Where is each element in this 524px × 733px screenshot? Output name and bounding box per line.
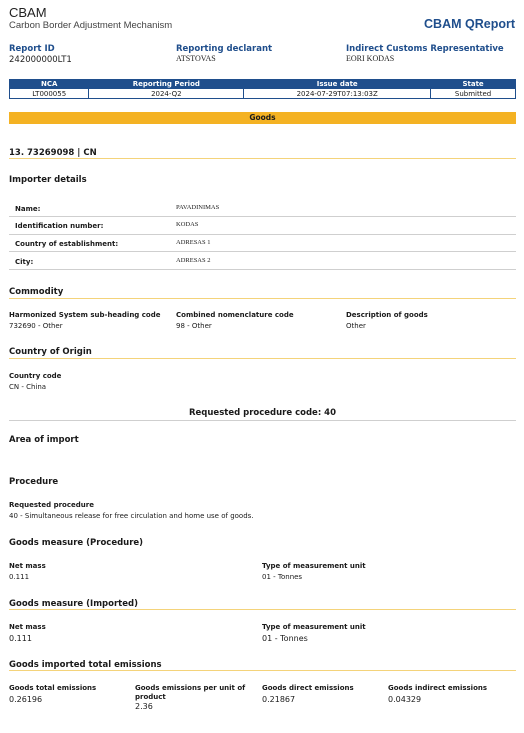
description-label: Description of goods [346,311,428,319]
representative-value: EORI KODAS [346,54,395,63]
cn-code-label: Combined nomenclature code [176,311,294,319]
measure-procedure-net-mass-value: 0.111 [9,573,30,581]
goods-section-bar: Goods [9,112,516,124]
importer-id-value: KODAS [176,221,199,228]
measure-procedure-title: Goods measure (Procedure) [9,538,144,548]
commodity-section-title: Commodity [9,287,64,297]
importer-name-label: Name: [15,205,41,213]
col-period-header: Reporting Period [89,80,244,89]
importer-id-label: Identification number: [15,222,104,230]
item-title: 13. 73269098 | CN [9,148,97,158]
country-code-label: Country code [9,372,62,380]
procedure-section-title: Procedure [9,477,59,487]
hs-code-value: 732690 - Other [9,322,63,330]
declarant-value: ATSTOVAS [176,54,216,63]
measure-imported-title: Goods measure (Imported) [9,599,138,609]
measure-imported-rule [9,609,516,610]
representative-label: Indirect Customs Representative [346,44,504,54]
declarant-label: Reporting declarant [176,44,273,54]
direct-emissions-value: 0.21867 [262,695,296,704]
brand-logo-text: CBAM QReport [424,17,515,31]
importer-city-label: City: [15,258,34,266]
per-unit-emissions-value: 2.36 [135,702,153,711]
nca-cell: LT000055 [10,89,89,99]
issue-date-cell: 2024-07-29T07:13:03Z [244,89,431,99]
indirect-emissions-value: 0.04329 [388,695,422,704]
hs-code-label: Harmonized System sub-heading code [9,311,161,319]
measure-procedure-net-mass-label: Net mass [9,562,46,570]
importer-country-value: ADRESAS 1 [176,239,211,246]
measure-procedure-unit-label: Type of measurement unit [262,562,366,570]
period-cell: 2024-Q2 [89,89,244,99]
procedure-code-rule [9,420,516,421]
importer-name-value: PAVADINIMAS [176,204,220,211]
measure-imported-net-mass-label: Net mass [9,623,46,631]
app-subtitle: Carbon Border Adjustment Mechanism [9,20,173,31]
per-unit-emissions-label: Goods emissions per unit of product [135,684,246,701]
app-title: CBAM [9,5,47,20]
importer-row-divider [9,234,516,235]
state-cell: Submitted [431,89,516,99]
col-nca-header: NCA [10,80,89,89]
status-table [9,79,516,99]
total-emissions-label: Goods total emissions [9,684,97,692]
direct-emissions-label: Goods direct emissions [262,684,354,692]
importer-row-divider [9,216,516,217]
measure-imported-unit-label: Type of measurement unit [262,623,366,631]
importer-city-value: ADRESAS 2 [176,257,211,264]
measure-imported-unit-value: 01 - Tonnes [262,634,308,643]
commodity-rule [9,298,516,299]
measure-procedure-unit-value: 01 - Tonnes [262,573,303,581]
item-title-rule [9,158,516,159]
report-id-label: Report ID [9,44,55,54]
report-id-value: 242000000LT1 [9,55,72,65]
requested-procedure-value: 40 - Simultaneous release for free circulation and home use of goods. [9,512,254,520]
requested-procedure-code-heading: Requested procedure code: 40 [188,408,337,418]
area-of-import-title: Area of import [9,435,79,445]
importer-country-label: Country of establishment: [15,240,119,248]
importer-row-divider [9,251,516,252]
col-state-header: State [431,80,516,89]
country-code-value: CN - China [9,383,47,391]
origin-section-title: Country of Origin [9,347,92,357]
emissions-rule [9,670,516,671]
requested-procedure-label: Requested procedure [9,501,94,509]
importer-row-divider [9,269,516,270]
importer-section-title: Importer details [9,175,87,185]
measure-imported-net-mass-value: 0.111 [9,634,32,643]
description-value: Other [346,322,366,330]
emissions-section-title: Goods imported total emissions [9,660,162,670]
origin-rule [9,358,516,359]
indirect-emissions-label: Goods indirect emissions [388,684,488,692]
cn-code-value: 98 - Other [176,322,212,330]
total-emissions-value: 0.26196 [9,695,43,704]
col-issue-date-header: Issue date [244,80,431,89]
